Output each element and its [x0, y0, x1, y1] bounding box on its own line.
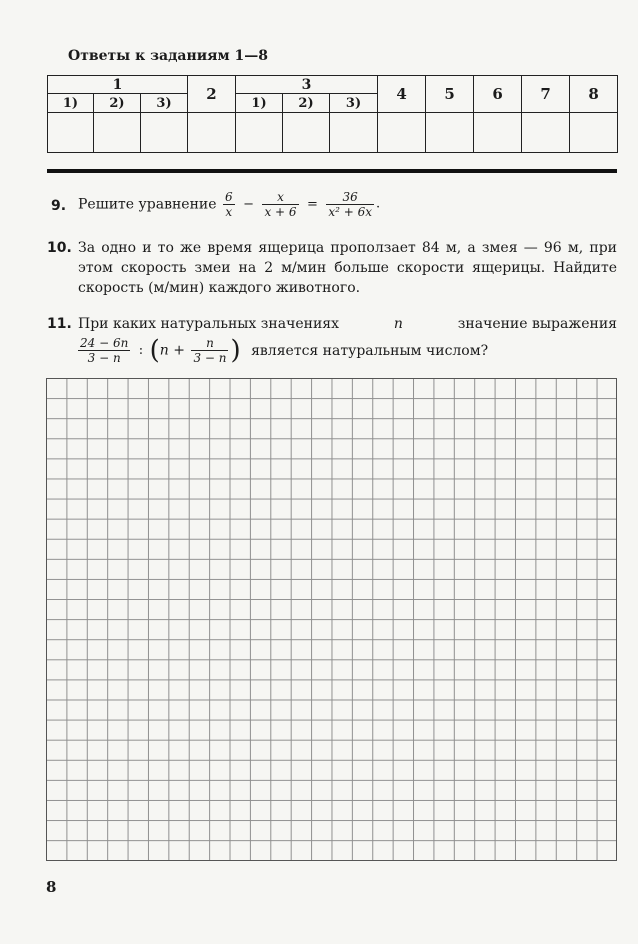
fraction-numerator: x — [262, 190, 298, 205]
task-10-number: 10. — [47, 240, 72, 256]
task-11-fraction-1 — [78, 336, 130, 365]
task-11-line-1 — [78, 314, 617, 334]
task-9-text: Решите уравнение — [78, 196, 217, 213]
answer-sub-1-2: 2) — [94, 94, 141, 112]
answer-col-1-header: 1 — [48, 76, 188, 94]
fraction-numerator: 6 — [224, 190, 233, 204]
section-divider — [47, 169, 617, 173]
period: . — [376, 196, 381, 212]
task-11-text-part-1: При каких натуральных значениях — [78, 316, 340, 332]
task-11-text-part-2: значение выражения — [457, 316, 617, 332]
page-number: 8 — [46, 878, 57, 896]
answer-cell[interactable] — [570, 112, 618, 152]
answer-col-7-header: 7 — [522, 76, 570, 113]
answer-col-6-header: 6 — [474, 76, 522, 113]
answer-sub-1-3: 3) — [141, 94, 188, 112]
task-9-number: 9. — [51, 198, 67, 214]
answer-sub-3-1: 1) — [236, 94, 283, 112]
minus-sign: − — [243, 196, 254, 212]
answers-title: Ответы к заданиям 1—8 — [68, 48, 268, 64]
answer-cell[interactable] — [94, 112, 141, 152]
equals-sign: = — [306, 196, 318, 212]
task-9-fraction-3 — [326, 190, 374, 219]
answer-cell[interactable] — [141, 112, 188, 152]
fraction-numerator: 24 − 6n — [80, 336, 129, 350]
task-9 — [51, 190, 617, 230]
task-9-fraction-2 — [262, 190, 298, 219]
task-10 — [47, 238, 617, 300]
fraction-denominator: 3 − n — [193, 351, 227, 365]
answer-cell[interactable] — [283, 112, 330, 152]
fraction-numerator: n — [191, 336, 228, 351]
fraction-denominator: x — [225, 205, 233, 219]
answer-col-4-header: 4 — [378, 76, 426, 113]
fraction-denominator: x² + 6x — [328, 205, 373, 219]
answer-cell[interactable] — [48, 112, 94, 152]
answer-col-2-header: 2 — [188, 76, 236, 113]
work-grid[interactable] — [46, 378, 617, 861]
answer-sub-3-2: 2) — [283, 94, 330, 112]
fraction-denominator: 3 − n — [87, 351, 121, 365]
task-10-text: За одно и то же время ящерица проползает 84 м, а змея — 96 м, при этом скорость змеи на 2 м/мин больше скорости ящерицы. Найдите скорость (м/мин) каждого животного. — [78, 240, 617, 296]
answer-sub-1-1: 1) — [48, 94, 94, 112]
left-paren: ( — [149, 335, 160, 366]
answer-table — [47, 75, 618, 153]
answer-cell[interactable] — [330, 112, 378, 152]
task-9-fraction-1 — [223, 190, 235, 219]
answer-sub-3-3: 3) — [330, 94, 378, 112]
task-11 — [47, 314, 617, 370]
answer-cell[interactable] — [426, 112, 474, 152]
right-paren: ) — [230, 335, 241, 366]
answer-cell[interactable] — [522, 112, 570, 152]
answer-cell[interactable] — [188, 112, 236, 152]
task-9-body — [78, 190, 380, 219]
paren-expression: n + — [159, 342, 185, 359]
answer-cell[interactable] — [378, 112, 426, 152]
colon-sign: : — [138, 342, 144, 358]
answer-cell[interactable] — [474, 112, 522, 152]
task-11-fraction-2 — [191, 336, 228, 365]
task-11-line-2 — [78, 336, 488, 365]
task-11-number: 11. — [47, 316, 72, 332]
task-11-variable-n: n — [393, 316, 403, 332]
fraction-denominator: x + 6 — [264, 205, 297, 219]
answer-cell[interactable] — [236, 112, 283, 152]
answer-col-8-header: 8 — [570, 76, 618, 113]
task-11-text-part-3: является натуральным числом? — [251, 342, 489, 359]
fraction-numerator: 36 — [326, 190, 374, 205]
answer-col-3-header: 3 — [236, 76, 378, 94]
answer-col-5-header: 5 — [426, 76, 474, 113]
